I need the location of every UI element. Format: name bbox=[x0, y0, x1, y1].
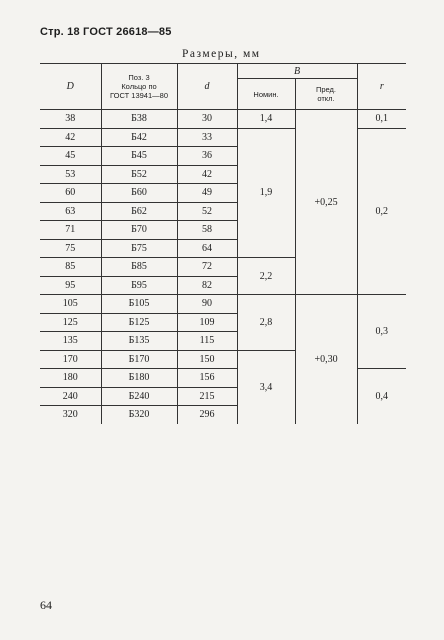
table-cell: 38 bbox=[65, 113, 76, 125]
table-cell: Б52 bbox=[101, 165, 177, 184]
table-cell: Б170 bbox=[101, 350, 177, 369]
table-cell: Б38 bbox=[101, 110, 177, 129]
table-cell: Б70 bbox=[101, 221, 177, 240]
table-cell: 95 bbox=[40, 276, 101, 295]
col-header-pos: Поз. 3 Кольцо по ГОСТ 13941—80 bbox=[101, 64, 177, 110]
table-cell: Б125 bbox=[101, 313, 177, 332]
table-cell: 49 bbox=[177, 184, 237, 203]
table-cell: 215 bbox=[177, 387, 237, 406]
r-value-b: 0,2 bbox=[357, 128, 406, 295]
table-cell: 71 bbox=[40, 221, 101, 240]
col-header-B: B bbox=[237, 64, 357, 79]
col-header-B-nominal: Номин. bbox=[237, 79, 295, 110]
table-cell: 296 bbox=[177, 406, 237, 424]
table-caption: Размеры, мм bbox=[182, 48, 261, 60]
table-cell: 36 bbox=[177, 147, 237, 166]
table-cell: 45 bbox=[40, 147, 101, 166]
b-deviation-a: +0,25 bbox=[295, 110, 357, 295]
dimensions-table bbox=[40, 63, 406, 424]
table-cell: Б95 bbox=[101, 276, 177, 295]
table-cell: 115 bbox=[177, 332, 237, 351]
b-nominal-b: 1,9 bbox=[237, 128, 295, 258]
table-cell: Б240 bbox=[101, 387, 177, 406]
r-value-c: 0,3 bbox=[357, 295, 406, 369]
table-cell: 105 bbox=[40, 295, 101, 314]
table-cell: Б62 bbox=[101, 202, 177, 221]
r-value-a: 0,1 bbox=[357, 110, 406, 129]
page-header: Стр. 18 ГОСТ 26618—85 bbox=[40, 26, 172, 38]
table-cell: 30 bbox=[177, 110, 237, 129]
b-nominal-d: 2,8 bbox=[237, 295, 295, 351]
table-cell: 64 bbox=[177, 239, 237, 258]
col-header-d: d bbox=[177, 64, 237, 110]
table-row bbox=[40, 295, 406, 314]
r-value-d: 0,4 bbox=[357, 369, 406, 424]
table-cell: 125 bbox=[40, 313, 101, 332]
b-nominal-c: 2,2 bbox=[237, 258, 295, 295]
table-cell: 42 bbox=[40, 128, 101, 147]
table-cell: 72 bbox=[177, 258, 237, 277]
table-cell: Б320 bbox=[101, 406, 177, 424]
table-cell: 52 bbox=[177, 202, 237, 221]
table-cell: 156 bbox=[177, 369, 237, 388]
table-cell: 180 bbox=[40, 369, 101, 388]
col-header-D: D bbox=[40, 64, 101, 110]
table-cell: Б75 bbox=[101, 239, 177, 258]
col-header-B-deviation: Пред. откл. bbox=[295, 79, 357, 110]
page-number: 64 bbox=[40, 598, 52, 612]
table-cell: Б180 bbox=[101, 369, 177, 388]
table-cell: 60 bbox=[40, 184, 101, 203]
b-nominal-e: 3,4 bbox=[237, 350, 295, 424]
table-cell: Б85 bbox=[101, 258, 177, 277]
table-cell: 320 bbox=[40, 406, 101, 424]
table-cell: 58 bbox=[177, 221, 237, 240]
table-cell: 240 bbox=[40, 387, 101, 406]
b-deviation-b: +0,30 bbox=[295, 295, 357, 424]
table-cell: 63 bbox=[40, 202, 101, 221]
table-cell: Б135 bbox=[101, 332, 177, 351]
table-cell: 75 bbox=[40, 239, 101, 258]
table-cell: 33 bbox=[177, 128, 237, 147]
table-cell: 85 bbox=[40, 258, 101, 277]
table-cell: 42 bbox=[177, 165, 237, 184]
table-cell: 109 bbox=[177, 313, 237, 332]
table-cell: 90 bbox=[177, 295, 237, 314]
table-cell: 135 bbox=[40, 332, 101, 351]
table-cell: Б105 bbox=[101, 295, 177, 314]
table-cell: Б45 bbox=[101, 147, 177, 166]
table-cell: 150 bbox=[177, 350, 237, 369]
table-row bbox=[40, 110, 406, 129]
table-cell: Б42 bbox=[101, 128, 177, 147]
table-cell: 170 bbox=[40, 350, 101, 369]
col-header-r: r bbox=[357, 64, 406, 110]
table-cell: 53 bbox=[40, 165, 101, 184]
table-cell: Б60 bbox=[101, 184, 177, 203]
b-nominal-a: 1,4 bbox=[237, 110, 295, 129]
table-cell: 82 bbox=[177, 276, 237, 295]
